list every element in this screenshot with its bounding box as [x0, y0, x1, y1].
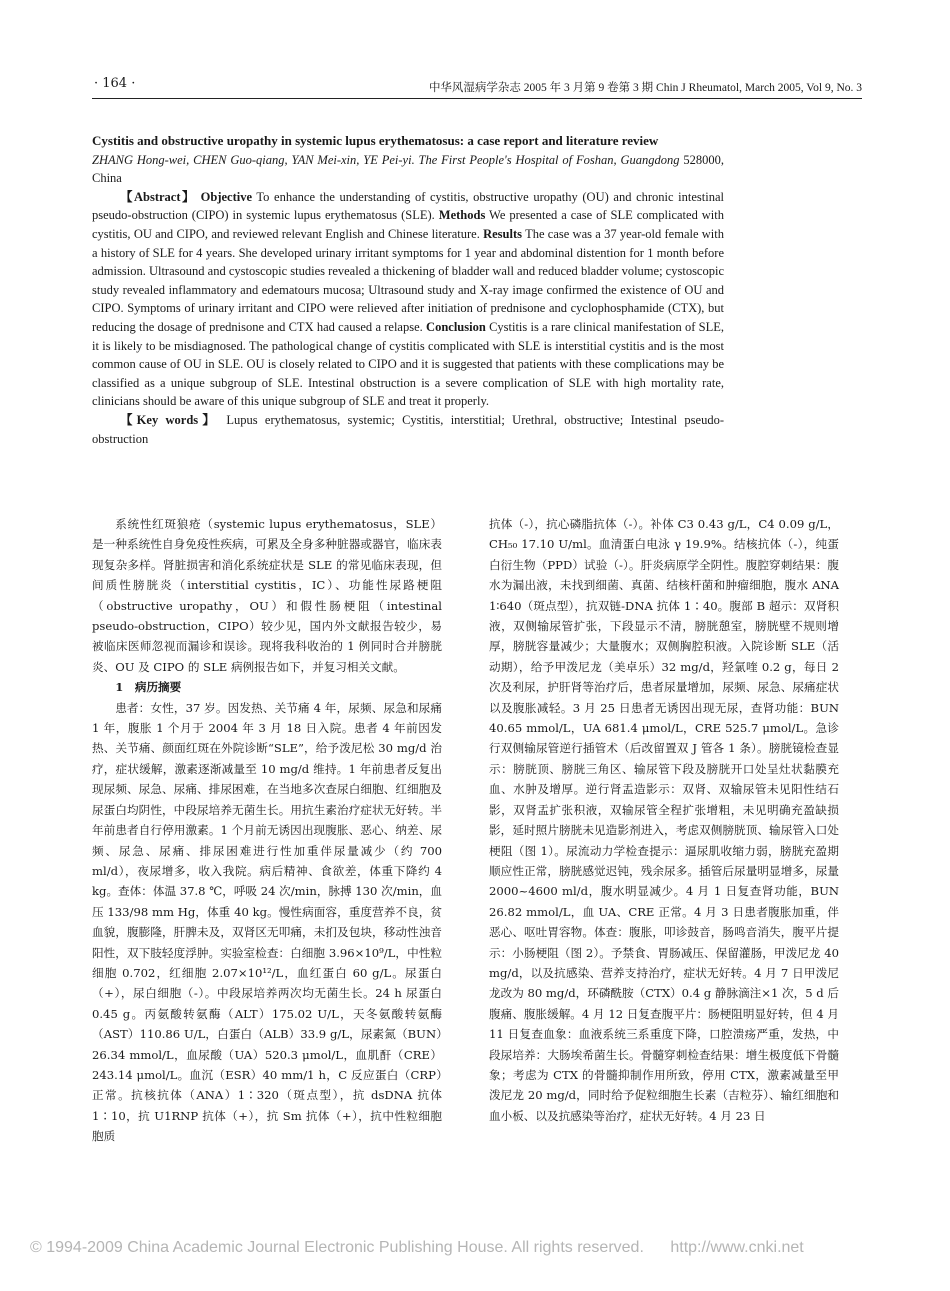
conclusion-text: Cystitis is a rare clinical manifestation of SLE, it is likely to be misdiagnosed. The pathological change of cystitis complicated with SLE is interstitial cystitis and is the most common cause of OU in SLE. OU is closely related to CIPO and it is suggested that patients with these complications may be classified as a unique subgroup of SLE. Intestinal obstruction is a severe complication of SLE with high mortality rate, clinicians should be aware of this unique subgroup of SLE and treat it properly. [92, 319, 724, 409]
keywords-text: Lupus erythematosus, systemic; Cystitis, interstitial; Urethral, obstructive; Intestinal pseudo-obstruction [92, 412, 724, 446]
paper-title: Cystitis and obstructive uropathy in systemic lupus erythematosus: a case report and literature review [92, 133, 659, 148]
body-column-left [92, 514, 442, 1147]
case-paragraph: 患者：女性，37 岁。因发热、关节痛 4 年，尿频、尿急和尿痛 1 年，腹胀 1 个月于 2004 年 3 月 18 日入院。患者 4 年前因发热、关节痛、颜面红斑在外院诊断“SLE”，给予泼尼松 30 mg/d 治疗，症状缓解，激素逐渐减量至 10 mg/d 维持。1 年前患者反复出现尿频、尿急、尿痛、排尿困难，在当地多次查尿白细胞、红细胞及尿蛋白均阴性，中段尿培养无菌生长。用抗生素治疗症状无好转。半年前患者自行停用激素。1 个月前无诱因出现腹胀、恶心、纳差、尿频、尿急、尿痛、排尿困难进行性加重伴尿量减少（约 700 ml/d），夜尿增多，收入我院。病后精神、食欲差，体重下降约 4 kg。查体：体温 37.8 ℃，呼吸 24 次/min，脉搏 130 次/min，血压 133/98 mm Hg，体重 40 kg。慢性病面容，重度营养不良，贫血貌，腹膨隆，肝脾未及，双肾区无叩痛，未扪及包块，移动性浊音阳性，双下肢轻度浮肿。实验室检查：白细胞 3.96×10⁹/L，中性粒细胞 0.702，红细胞 2.07×10¹²/L，血红蛋白 60 g/L。尿蛋白（+），尿白细胞（-）。中段尿培养两次均无菌生长。24 h 尿蛋白 0.45 g。丙氨酸转氨酶（ALT）175.02 U/L，天冬氨酸转氨酶（AST）110.86 U/L，白蛋白（ALB）33.9 g/L，尿素氮（BUN）26.34 mmol/L，血尿酸（UA）520.3 μmol/L，血肌酐（CRE）243.14 μmol/L。血沉（ESR）40 mm/1 h，C 反应蛋白（CRP）正常。抗核抗体（ANA）1∶320（斑点型），抗 dsDNA 抗体 1∶10，抗 U1RNP 抗体（+），抗 Sm 抗体（+），抗中性粒细胞胞质 [92, 700, 442, 1144]
english-abstract [92, 132, 724, 448]
abstract-paragraph [92, 188, 724, 411]
page-number: · 164 · [94, 76, 136, 91]
methods-label: Methods [438, 208, 486, 223]
keywords-label: 【Key words】 [120, 412, 220, 427]
results-text: The case was a 37 year-old female with a history of SLE for 4 years. She developed urinary irritant symptoms for 1 year and abdominal distention for 1 month before admission. Ultrasound and cystoscopic studies revealed a thickening of bladder wall and reduced bladder volume; cystoscopic study revealed inflammatory and edematours mucosa; Ultrasound study and X-ray image confirmed the existence of OU and CIPO. Symptoms of urinary irritant and CIPO were relieved after initiation of prednisone and cyclophosphamide (CTX), but reducing the dosage of prednisone and CTX had caused a relapse. [92, 226, 725, 334]
body-column-right [489, 514, 839, 1126]
copyright-text: © 1994-2009 China Academic Journal Electronic Publishing House. All rights reserved. [30, 1239, 644, 1256]
intro-paragraph: 系统性红斑狼疮（systemic lupus erythematosus，SLE）是一种系统性自身免疫性疾病，可累及全身多种脏器或器官，临床表现复杂多样。肾脏损害和消化系统症状是 SLE 的常见临床表现，但间质性膀胱炎（interstitial cystitis，IC）、功能性尿路梗阻（obstructive uropathy，OU）和假性肠梗阻（intestinal pseudo-obstruction，CIPO）较少见，国内外文献报告较少，易被临床医师忽视而漏诊和误诊。现将我科收治的 1 例同时合并膀胱炎、OU 及 CIPO 的 SLE 病例报告如下，并复习相关文献。 [92, 517, 442, 674]
case-continued-paragraph: 抗体（-），抗心磷脂抗体（-）。补体 C3 0.43 g/L，C4 0.09 g/L，CH₅₀ 17.10 U/ml。血清蛋白电泳 γ 19.9%。结核抗体（-），纯蛋白衍生物（PPD）试验（-）。肝炎病原学全阴性。腹腔穿刺结果：腹水为漏出液，未找到细菌、真菌、结核杆菌和肿瘤细胞，腹水 ANA 1∶640（斑点型），抗双链-DNA 抗体 1∶40。腹部 B 超示：双肾积液，双侧输尿管扩张，下段显示不清，膀胱憩室，膀胱壁不规则增厚，膀胱容量减少；大量腹水；双侧胸腔积液。入院诊断 SLE（活动期），给予甲泼尼龙（美卓乐）32 mg/d，羟氯喹 0.2 g，每日 2 次及利尿，护肝肾等治疗后，患者尿量增加，尿频、尿急、尿痛症状以及腹胀减轻。3 月 25 日患者无诱因出现无尿，查肾功能：BUN 40.65 mmol/L，UA 681.4 μmol/L，CRE 525.7 μmol/L。急诊行双侧输尿管逆行插管术（后改留置双 J 管各 1 条）。膀胱镜检查显示：膀胱顶、膀胱三角区、输尿管下段及膀胱开口处呈灶状黏膜充血、水肿及增厚。逆行肾盂造影示：双肾、双输尿管未见阳性结石影，双肾盂扩张积液，双输尿管全程扩张增粗，未见明确充盈缺损影，延时照片膀胱未见造影剂进入，考虑双侧膀胱顶、输尿管入口处梗阻（图 1）。尿流动力学检查提示：逼尿肌收缩力弱，膀胱充盈期顺应性正常，膀胱感觉迟钝，残余尿多。插管后尿量明显增多，尿量 2000~4600 ml/d，腹水明显减少。4 月 1 日复查肾功能，BUN 26.82 mmol/L，血 UA、CRE 正常。4 月 3 日患者腹胀加重，伴恶心、呕吐胃容物。体查：腹胀，叩诊鼓音，肠鸣音消失，腹平片提示：小肠梗阻（图 2）。予禁食、胃肠减压、保留灌肠，甲泼尼龙 40 mg/d，以及抗感染、营养支持治疗，症状无好转。4 月 7 日甲泼尼龙改为 80 mg/d，环磷酰胺（CTX）0.4 g 静脉滴注×1 次，5 d 后腹痛、腹胀缓解。4 月 12 日复查腹平片：肠梗阻明显好转，但 4 月 11 日复查血象：血液系统三系重度下降，口腔溃疡严重，发热，中段尿培养：大肠埃希菌生长。骨髓穿刺检查结果：增生极度低下骨髓象；考虑为 CTX 的骨髓抑制作用所致，停用 CTX，激素减量至甲泼尼龙 20 mg/d，同时给予促粒细胞生长素（吉粒芬）、输红细胞和血小板、以及抗感染等治疗，症状无好转。4 月 23 日 [489, 517, 839, 1123]
objective-label: Objective [200, 189, 253, 204]
header-divider [92, 98, 862, 99]
postcode: 528000, China [92, 152, 724, 186]
section-heading: 1 病历摘要 [115, 680, 182, 695]
copyright-footer [30, 1239, 930, 1257]
conclusion-label: Conclusion [426, 319, 486, 334]
abstract-label: 【Abstract】 [120, 189, 197, 204]
objective-text: To enhance the understanding of cystitis, obstructive uropathy (OU) and chronic intestinal pseudo-obstruction (CIPO) in systemic lupus erythematosus (SLE). [92, 189, 724, 223]
authors: ZHANG Hong-wei, CHEN Guo-qiang, YAN Mei-xin, YE Pei-yi. The First People's Hospital of Foshan, Guangdong [92, 152, 680, 167]
footer-link[interactable]: http://www.cnki.net [670, 1239, 804, 1256]
results-label: Results [483, 226, 523, 241]
author-line [92, 151, 724, 188]
methods-text: We presented a case of SLE complicated with cystitis, OU and CIPO, and reviewed relevant English and Chinese literature. [92, 208, 724, 241]
journal-info: 中华风湿病学杂志 2005 年 3 月第 9 卷第 3 期 Chin J Rheumatol, March 2005, Vol 9, No. 3 [428, 82, 862, 94]
keywords-paragraph [92, 411, 724, 448]
